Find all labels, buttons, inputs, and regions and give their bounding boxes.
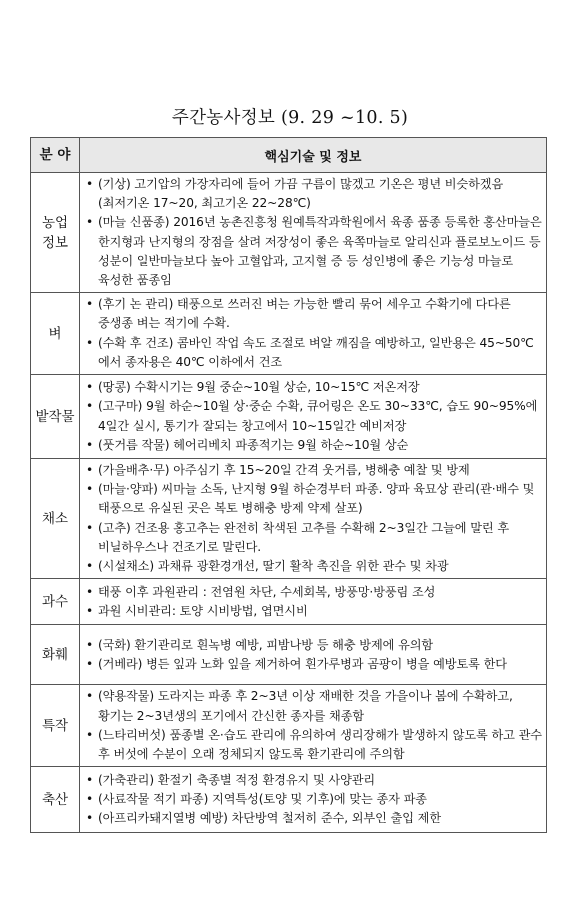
list-item: • (가을배추·무) 아주심기 후 15~20일 간격 웃거름, 병해충 예찰 및 방제: [86, 461, 542, 480]
row-content: [80, 685, 547, 767]
list-item: • (아프리카돼지열병 예방) 차단방역 철저히 준수, 외부인 출입 제한: [86, 809, 542, 828]
list-item: • 과원 시비관리: 토양 시비방법, 엽면시비: [86, 602, 542, 621]
table-row: [31, 579, 547, 625]
row-category: 특작: [31, 685, 80, 767]
table-header-row: [31, 138, 547, 173]
list-item: • 태풍 이후 과원관리 : 전염원 차단, 수세회복, 방풍망·방풍림 조성: [86, 583, 542, 602]
bullet-icon: •: [86, 297, 94, 312]
bullet-icon: •: [86, 215, 94, 230]
list-item: • (마늘·양파) 씨마늘 소독, 난지형 9월 하순경부터 파종. 양파 육묘상 관리(관·배수 및 태풍으로 유실된 곳은 복토 병해충 방제 약제 살포): [86, 482, 535, 516]
table-row: [31, 375, 547, 459]
list-item: • (가축관리) 환절기 축종별 적정 환경유지 및 사양관리: [86, 771, 542, 790]
list-item: • (사료작물 적기 파종) 지역특성(토양 및 기후)에 맞는 종자 파종: [86, 790, 542, 809]
list-item: • (고구마) 9월 하순~10월 상·중순 수확, 큐어링은 온도 30~33℃, 습도 90~95%에 4일간 실시, 통기가 잘되는 창고에서 10~15일간 예비저장: [86, 399, 538, 433]
row-content: [80, 173, 547, 293]
table-row: [31, 625, 547, 685]
list-item: • (마늘 신품종) 2016년 농촌진흥청 원예특작과학원에서 육종 품종 등록한 홍산마늘은 한지형과 난지형의 장점을 살려 저장성이 좋은 육쪽마늘로 알리신과 플로보노이드 등 성분이 일반마늘보다 높아 고혈압과, 고지혈 증 등 성인병에 좋은 기능성 마늘로 육성한 품종임: [86, 215, 542, 288]
row-category: 축산: [31, 767, 80, 833]
row-category: 농업정보: [31, 173, 80, 293]
bullet-icon: •: [86, 689, 94, 704]
table-row: [31, 685, 547, 767]
list-item: • (약용작물) 도라지는 파종 후 2~3년 이상 재배한 것을 가을이나 봄에 수확하고, 황기는 2~3년생의 포기에서 간신한 종자를 채종함: [86, 689, 513, 723]
table-row: [31, 173, 547, 293]
bullet-icon: •: [86, 437, 94, 452]
row-category: 채소: [31, 459, 80, 579]
bullet-icon: •: [86, 656, 94, 671]
row-category: 과수: [31, 579, 80, 625]
bullet-icon: •: [86, 559, 94, 574]
table-row: [31, 459, 547, 579]
list-item: • (기상) 고기압의 가장자리에 들어 가끔 구름이 많겠고 기온은 평년 비슷하겠음(최저기온 17~20, 최고기온 22~28℃): [86, 177, 504, 211]
bullet-icon: •: [86, 637, 94, 652]
bullet-icon: •: [86, 792, 94, 807]
row-content: [80, 459, 547, 579]
farming-info-table: [30, 137, 547, 833]
page-title: 주간농사정보 (9. 29 ~10. 5): [171, 108, 409, 128]
table-row: [31, 767, 547, 833]
bullet-icon: •: [86, 380, 94, 395]
bullet-icon: •: [86, 482, 94, 497]
row-category: 벼: [31, 293, 80, 375]
row-content: [80, 293, 547, 375]
bullet-icon: •: [86, 463, 94, 478]
row-category: 밭작물: [31, 375, 80, 459]
bullet-icon: •: [86, 727, 94, 742]
row-content: [80, 625, 547, 685]
row-content: [80, 767, 547, 833]
list-item: • (수확 후 건조) 콤바인 작업 속도 조절로 벼알 깨짐을 예방하고, 일반용은 45~50℃에서 종자용은 40℃ 이하에서 건조: [86, 335, 534, 369]
header-category: 분 야: [31, 138, 80, 173]
bullet-icon: •: [86, 811, 94, 826]
list-item: • (풋거름 작물) 헤어리베치 파종적기는 9월 하순~10월 상순: [86, 436, 542, 455]
bullet-icon: •: [86, 335, 94, 350]
bullet-icon: •: [86, 603, 94, 618]
list-item: • (시설채소) 과채류 광환경개선, 딸기 활착 촉진을 위한 관수 및 차광: [86, 557, 542, 576]
list-item: • (느타리버섯) 품종별 온·습도 관리에 유의하여 생리장해가 발생하지 않도록 하고 관수 후 버섯에 수분이 오래 정체되지 않도록 환기관리에 주의함: [86, 727, 542, 761]
row-content: [80, 579, 547, 625]
list-item: • (거베라) 병든 잎과 노화 잎을 제거하여 흰가루병과 곰팡이 병을 예방토록 한다: [86, 655, 542, 674]
list-item: • (후기 논 관리) 태풍으로 쓰러진 벼는 가능한 빨리 묶어 세우고 수확기에 다다른 중생종 벼는 적기에 수확.: [86, 297, 511, 331]
list-item: • (고추) 건조용 홍고추는 완전히 착색된 고추를 수확해 2~3일간 그늘에 말린 후 비닐하우스나 건조기로 말린다.: [86, 520, 509, 554]
row-content: [80, 375, 547, 459]
bullet-icon: •: [86, 772, 94, 787]
list-item: • (땅콩) 수확시기는 9월 중순~10월 상순, 10~15℃ 저온저장: [86, 378, 542, 397]
bullet-icon: •: [86, 520, 94, 535]
bullet-icon: •: [86, 584, 94, 599]
bullet-icon: •: [86, 399, 94, 414]
row-category: 화훼: [31, 625, 80, 685]
list-item: • (국화) 환기관리로 흰녹병 예방, 피밤나방 등 해충 방제에 유의함: [86, 636, 542, 655]
bullet-icon: •: [86, 177, 94, 191]
table-row: [31, 293, 547, 375]
header-content: 핵심기술 및 정보: [80, 138, 547, 173]
